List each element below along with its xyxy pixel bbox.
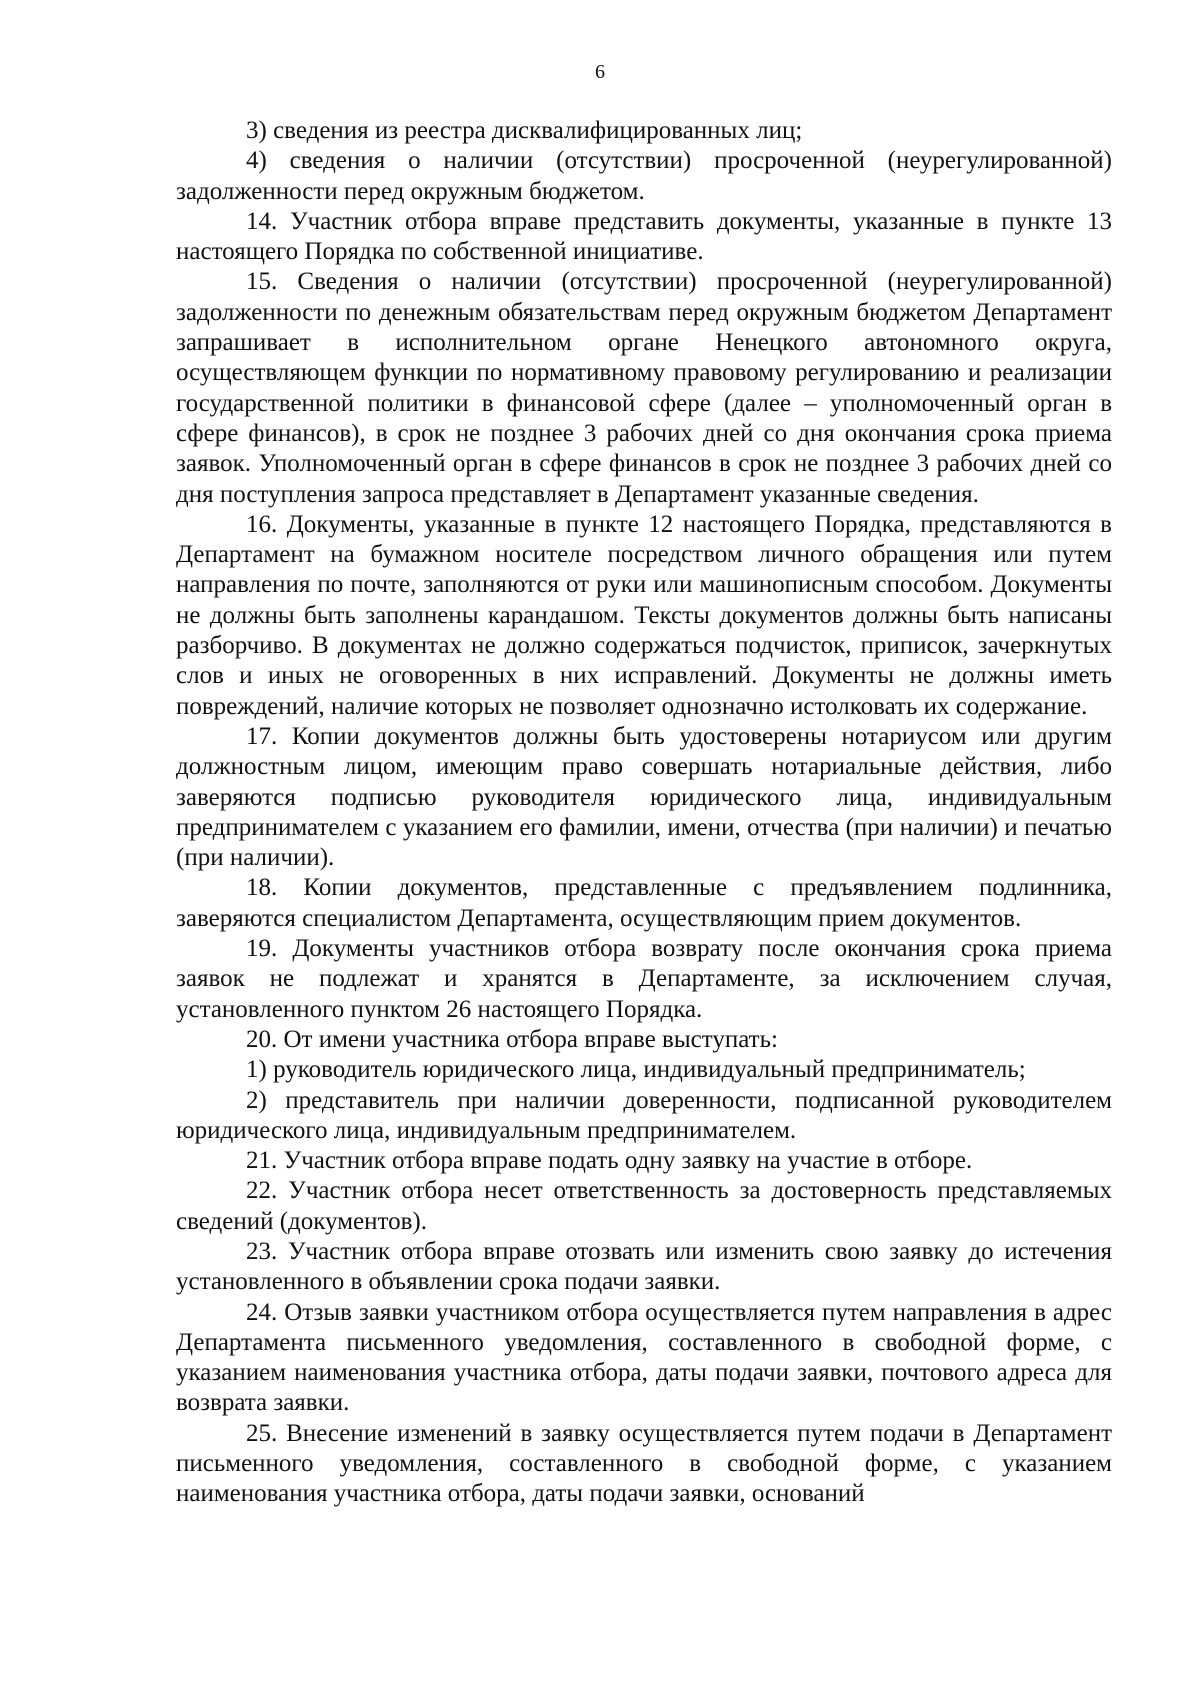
paragraph-20-item-1: 1) руководитель юридического лица, индивидуальный предприниматель; xyxy=(246,1056,1026,1084)
paragraph-25: 25. Внесение изменений в заявку осуществляется путем подачи в Департамент письменного уведомления, составленного в свободной форме, с указанием наименования участника отбора, даты подачи заявки, оснований xyxy=(176,1419,1112,1508)
document-body xyxy=(176,116,1112,1510)
paragraph-23: 23. Участник отбора вправе отозвать или изменить свою заявку до истечения установленного в объявлении срока подачи заявки. xyxy=(176,1237,1112,1296)
paragraph-24: 24. Отзыв заявки участником отбора осуществляется путем направления в адрес Департамента письменного уведомления, составленного в свободной форме, с указанием наименования участника отбора, даты подачи заявки, почтового адреса для возврата заявки. xyxy=(176,1298,1112,1417)
paragraph-item-3: 3) сведения из реестра дисквалифицированных лиц; xyxy=(246,117,803,144)
paragraph-20-item-2: 2) представитель при наличии доверенности, подписанной руководителем юридического лица, индивидуальным предпринимателем. xyxy=(176,1086,1112,1144)
paragraph-16: 16. Документы, указанные в пункте 12 настоящего Порядка, представляются в Департамент на бумажном носителе посредством личного обращения или путем направления по почте, заполняются от руки или машинописным способом. Документы не должны быть заполнены карандашом. Тексты документов должны быть написаны разборчиво. В документах не должно содержаться подчисток, приписок, зачеркнутых слов и иных не оговоренных в них исправлений. Документы не должны иметь повреждений, наличие которых не позволяет однозначно истолковать их содержание. xyxy=(176,510,1112,720)
paragraph-15: 15. Сведения о наличии (отсутствии) просроченной (неурегулированной) задолженности по денежным обязательствам перед окружным бюджетом Департамент запрашивает в исполнительном органе Ненецкого автономного округа, осуществляющем функции по нормативному правовому регулированию и реализации государственной политики в финансовой сфере (далее – уполномоченный орган в сфере финансов), в срок не позднее 3 рабочих дней со дня окончания срока приема заявок. Уполномоченный орган в сфере финансов в срок не позднее 3 рабочих дней со дня поступления запроса представляет в Департамент указанные сведения. xyxy=(176,268,1112,508)
page-number: 6 xyxy=(595,61,605,83)
paragraph-19: 19. Документы участников отбора возврату после окончания срока приема заявок не подлежат и хранятся в Департаменте, за исключением случая, установленного пунктом 26 настоящего Порядка. xyxy=(176,935,1112,1023)
paragraph-22: 22. Участник отбора несет ответственность за достоверность представляемых сведений (документов). xyxy=(176,1177,1112,1235)
paragraph-item-4: 4) сведения о наличии (отсутствии) просроченной (неурегулированной) задолженности перед окружным бюджетом. xyxy=(176,147,1112,205)
paragraph-20: 20. От имени участника отбора вправе выступать: xyxy=(246,1025,778,1053)
paragraph-21: 21. Участник отбора вправе подать одну заявку на участие в отборе. xyxy=(246,1147,973,1175)
paragraph-17: 17. Копии документов должны быть удостоверены нотариусом или другим должностным лицом, имеющим право совершать нотариальные действия, либо заверяются подписью руководителя юридического лица, индивидуальным предпринимателем с указанием его фамилии, имени, отчества (при наличии) и печатью (при наличии). xyxy=(176,722,1112,872)
paragraph-14: 14. Участник отбора вправе представить документы, указанные в пункте 13 настоящего Порядка по собственной инициативе. xyxy=(176,207,1112,266)
paragraph-18: 18. Копии документов, представленные с предъявлением подлинника, заверяются специалистом Департамента, осуществляющим прием документов. xyxy=(176,874,1112,932)
